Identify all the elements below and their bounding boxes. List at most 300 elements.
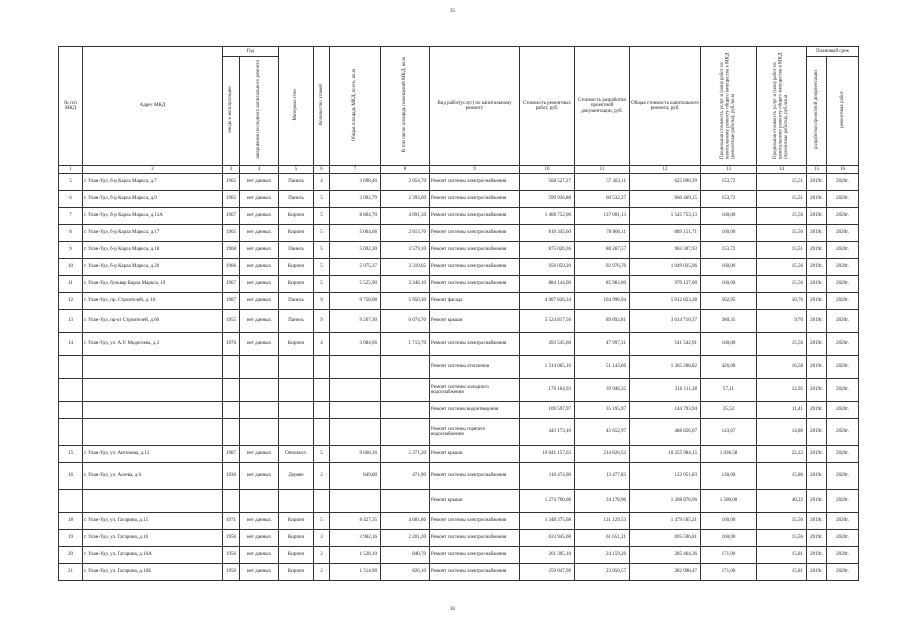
limit-repair-cell: 57,11: [701, 379, 757, 402]
row-number: 11: [59, 276, 83, 293]
floors-cell: 2: [314, 463, 330, 490]
header-cost-total: Общая стоимость капитального ремонта, руб.: [630, 47, 701, 166]
floors-cell: 4: [314, 333, 330, 356]
column-index-cell: 5: [279, 166, 314, 174]
year-repair-cell: нет данных: [240, 310, 279, 333]
cost-repair-cell: 810 345,60: [520, 225, 575, 242]
area-residential-cell: 4 681,86: [381, 513, 430, 530]
area-residential-cell: 3 319,65: [381, 259, 430, 276]
column-index-cell: 7: [330, 166, 381, 174]
header-floors: Количество этажей: [318, 84, 324, 126]
plan-design-cell: 2019г.: [807, 419, 827, 446]
cost-design-cell: 39 946,35: [575, 379, 630, 402]
year-repair-cell: нет данных: [240, 463, 279, 490]
cost-design-cell: 24 159,26: [575, 547, 630, 564]
work-type-cell: Ремонт системы водоотведения: [430, 402, 520, 419]
cost-total-cell: 123 951,83: [630, 463, 701, 490]
address-cell: г. Улан-Удэ, б-р Карла Маркса, д.13А: [83, 208, 223, 225]
cost-repair-cell: 109 597,97: [520, 402, 575, 419]
limit-repair-cell: 171,00: [701, 547, 757, 564]
cost-design-cell: 85 983,00: [575, 276, 630, 293]
row-number: 16: [59, 463, 83, 490]
year-repair-cell: нет данных: [240, 333, 279, 356]
header-year-last-repair: завершения последнего капитального ремонта: [256, 60, 262, 160]
table-row: [59, 490, 859, 513]
floors-cell: 2: [314, 564, 330, 581]
year-repair-cell: нет данных: [240, 208, 279, 225]
area-total-cell: 8 804,70: [330, 208, 381, 225]
limit-repair-cell: 160,00: [701, 225, 757, 242]
table-row: [59, 530, 859, 547]
column-index-cell: 11: [575, 166, 630, 174]
row-number: 19: [59, 530, 83, 547]
column-index-cell: 1: [59, 166, 83, 174]
column-index-cell: 3: [223, 166, 240, 174]
wall-material-cell: Панель: [279, 310, 314, 333]
floors-cell: [314, 402, 330, 419]
column-index-cell: 13: [701, 166, 757, 174]
area-total-cell: 5 975,37: [330, 259, 381, 276]
year-repair-cell: нет данных: [240, 530, 279, 547]
header-area-total: Общая площадь МКД, всего, кв.м: [352, 68, 358, 141]
plan-repair-cell: 2020г.: [827, 490, 859, 513]
floors-cell: 5: [314, 446, 330, 463]
area-total-cell: [330, 356, 381, 379]
year-repair-cell: нет данных: [240, 191, 279, 208]
cost-total-cell: 282 998,47: [630, 564, 701, 581]
limit-design-cell: 15,56: [757, 513, 807, 530]
cost-total-cell: 216 111,28: [630, 379, 701, 402]
limit-repair-cell: 160,00: [701, 513, 757, 530]
work-type-cell: Ремонт системы электроснабжения: [430, 547, 520, 564]
area-residential-cell: 2 054,70: [381, 174, 430, 191]
area-total-cell: 1 528,10: [330, 547, 381, 564]
plan-design-cell: 2019г.: [807, 310, 827, 333]
repair-plan-table: [58, 46, 859, 581]
plan-repair-cell: 2020г.: [827, 225, 859, 242]
table-row: [59, 310, 859, 333]
floors-cell: [314, 356, 330, 379]
work-type-cell: Ремонт крыши: [430, 490, 520, 513]
year-repair-cell: нет данных: [240, 547, 279, 564]
limit-design-cell: 15,51: [757, 174, 807, 191]
row-number: [59, 379, 83, 402]
row-number: 14: [59, 333, 83, 356]
header-year-group: Год: [223, 47, 279, 57]
column-index-cell: 14: [757, 166, 807, 174]
year-repair-cell: нет данных: [240, 242, 279, 259]
plan-design-cell: 2019г.: [807, 276, 827, 293]
area-residential-cell: 2 393,60: [381, 191, 430, 208]
row-number: 9: [59, 242, 83, 259]
year-commission-cell: 1968: [223, 242, 240, 259]
limit-design-cell: 10,76: [757, 293, 807, 310]
limit-design-cell: 15,81: [757, 547, 807, 564]
address-cell: г. Улан-Удэ, пр-кт Строителей, д.66: [83, 310, 223, 333]
row-number: 20: [59, 547, 83, 564]
floors-cell: 5: [314, 191, 330, 208]
address-cell: г. Улан-Удэ, ул. Асеева, д.6: [83, 463, 223, 490]
plan-design-cell: 2019г.: [807, 513, 827, 530]
plan-repair-cell: 2020г.: [827, 513, 859, 530]
table-row: [59, 564, 859, 581]
area-total-cell: [330, 379, 381, 402]
area-total-cell: 3 962,16: [330, 530, 381, 547]
cost-repair-cell: 1 274 700,00: [520, 490, 575, 513]
area-residential-cell: 826,10: [381, 564, 430, 581]
limit-repair-cell: 1 500,00: [701, 490, 757, 513]
cost-design-cell: 13 477,83: [575, 463, 630, 490]
area-residential-cell: 5 371,20: [381, 446, 430, 463]
wall-material-cell: Кирпич: [279, 259, 314, 276]
plan-repair-cell: 2020г.: [827, 419, 859, 446]
wall-material-cell: [279, 379, 314, 402]
column-index-cell: 6: [314, 166, 330, 174]
area-total-cell: 9 758,08: [330, 293, 381, 310]
year-commission-cell: 1987: [223, 293, 240, 310]
wall-material-cell: [279, 490, 314, 513]
column-index-row: [59, 166, 859, 174]
table-row: [59, 463, 859, 490]
area-residential-cell: 3 348,10: [381, 276, 430, 293]
plan-design-cell: 2019г.: [807, 242, 827, 259]
limit-repair-cell: 153,72: [701, 242, 757, 259]
cost-design-cell: 60 532,27: [575, 191, 630, 208]
year-repair-cell: нет данных: [240, 225, 279, 242]
table-row: [59, 513, 859, 530]
header-plan-repair: ремонтных работ: [839, 91, 845, 129]
wall-material-cell: [279, 402, 314, 419]
area-total-cell: 9 668,16: [330, 446, 381, 463]
year-repair-cell: нет данных: [240, 174, 279, 191]
cost-design-cell: 214 826,52: [575, 446, 630, 463]
year-repair-cell: [240, 490, 279, 513]
plan-repair-cell: 2020г.: [827, 242, 859, 259]
wall-material-cell: Кирпич: [279, 276, 314, 293]
row-number: 12: [59, 293, 83, 310]
cost-repair-cell: 599 936,88: [520, 191, 575, 208]
cost-repair-cell: 261 305,10: [520, 547, 575, 564]
area-residential-cell: [381, 356, 430, 379]
year-commission-cell: 1971: [223, 513, 240, 530]
cost-design-cell: 34 178,96: [575, 490, 630, 513]
limit-design-cell: 15,56: [757, 225, 807, 242]
cost-repair-cell: 633 945,60: [520, 530, 575, 547]
limit-repair-cell: 160,00: [701, 259, 757, 276]
work-type-cell: Ремонт системы электроснабжения: [430, 242, 520, 259]
year-repair-cell: нет данных: [240, 513, 279, 530]
address-cell: г. Улан-Удэ, ул. Гагарина, д.16Б: [83, 564, 223, 581]
area-residential-cell: [381, 402, 430, 419]
address-cell: [83, 379, 223, 402]
cost-total-cell: 625 890,39: [630, 174, 701, 191]
page-number-top: 35: [450, 9, 455, 14]
year-repair-cell: нет данных: [240, 293, 279, 310]
cost-total-cell: 285 464,36: [630, 547, 701, 564]
year-repair-cell: [240, 356, 279, 379]
column-index-cell: 15: [807, 166, 827, 174]
year-commission-cell: [223, 379, 240, 402]
row-number: 6: [59, 191, 83, 208]
cost-design-cell: 131 129,53: [575, 513, 630, 530]
year-commission-cell: 1987: [223, 446, 240, 463]
floors-cell: 3: [314, 530, 330, 547]
work-type-cell: Ремонт системы электроснабжения: [430, 259, 520, 276]
address-cell: [83, 402, 223, 419]
limit-design-cell: 12,95: [757, 379, 807, 402]
limit-repair-cell: 171,00: [701, 564, 757, 581]
row-number: 21: [59, 564, 83, 581]
header-limit-repair: Предельная стоимость услуг и (или) работ по капитальному ремонту общего имущества в МКД (ремонтные работы), руб./кв.м: [720, 52, 737, 159]
plan-design-cell: 2019г.: [807, 490, 827, 513]
year-commission-cell: 1930: [223, 463, 240, 490]
cost-design-cell: 23 950,57: [575, 564, 630, 581]
wall-material-cell: Кирпич: [279, 208, 314, 225]
cost-design-cell: 51 143,66: [575, 356, 630, 379]
cost-design-cell: 57 363,11: [575, 174, 630, 191]
cost-design-cell: 104 996,94: [575, 293, 630, 310]
floors-cell: 5: [314, 259, 330, 276]
table-row: [59, 333, 859, 356]
header-limit-design: Предельная стоимость услуг и (или) работ по капитальному ремонту общего имущества в МКД (проектные работы), руб./кв.м: [773, 52, 790, 159]
area-residential-cell: 4 891,50: [381, 208, 430, 225]
plan-repair-cell: 2020г.: [827, 356, 859, 379]
area-residential-cell: 2 813,70: [381, 225, 430, 242]
year-commission-cell: [223, 419, 240, 446]
table-row: [59, 446, 859, 463]
address-cell: [83, 419, 223, 446]
cost-total-cell: 541 542,91: [630, 333, 701, 356]
plan-design-cell: 2019г.: [807, 225, 827, 242]
wall-material-cell: Опилкист.: [279, 446, 314, 463]
limit-design-cell: 9,70: [757, 310, 807, 333]
address-cell: [83, 490, 223, 513]
column-index-cell: 8: [381, 166, 430, 174]
work-type-cell: Ремонт системы электроснабжения: [430, 463, 520, 490]
limit-design-cell: 15,56: [757, 208, 807, 225]
cost-repair-cell: 1 408 752,00: [520, 208, 575, 225]
area-total-cell: 3 698,46: [330, 174, 381, 191]
limit-design-cell: 15,51: [757, 191, 807, 208]
cost-total-cell: 1 049 035,96: [630, 259, 701, 276]
row-number: [59, 419, 83, 446]
year-commission-cell: 1967: [223, 276, 240, 293]
area-residential-cell: [381, 490, 430, 513]
address-cell: [83, 356, 223, 379]
limit-repair-cell: 380,35: [701, 310, 757, 333]
table-row: [59, 419, 859, 446]
plan-design-cell: 2019г.: [807, 564, 827, 581]
cost-total-cell: 889 151,71: [630, 225, 701, 242]
cost-repair-cell: 1 314 065,16: [520, 356, 575, 379]
floors-cell: 4: [314, 174, 330, 191]
area-total-cell: 3 084,66: [330, 333, 381, 356]
cost-repair-cell: 875 020,36: [520, 242, 575, 259]
cost-repair-cell: 443 173,10: [520, 419, 575, 446]
header-plan-design: разработки проектной документации: [813, 70, 819, 150]
header-area-residential: В том числе площадь помещений МКД, кв.м: [402, 57, 408, 153]
cost-repair-cell: 568 527,27: [520, 174, 575, 191]
limit-repair-cell: 160,00: [701, 530, 757, 547]
column-index-cell: 16: [827, 166, 859, 174]
address-cell: г. Улан-Удэ, ул. Гагарина, д.15: [83, 513, 223, 530]
floors-cell: 5: [314, 276, 330, 293]
address-cell: г. Улан-Удэ, ул. А.У. Модогоева, д.3: [83, 333, 223, 356]
plan-repair-cell: 2020г.: [827, 530, 859, 547]
work-type-cell: Ремонт системы электроснабжения: [430, 208, 520, 225]
limit-repair-cell: 153,72: [701, 191, 757, 208]
limit-repair-cell: 160,00: [701, 333, 757, 356]
area-total-cell: 8 427,35: [330, 513, 381, 530]
row-number: 18: [59, 513, 83, 530]
work-type-cell: Ремонт системы электроснабжения: [430, 225, 520, 242]
table-row: [59, 208, 859, 225]
work-type-cell: Ремонт системы отопления: [430, 356, 520, 379]
cost-total-cell: 488 826,07: [630, 419, 701, 446]
plan-repair-cell: 2020г.: [827, 293, 859, 310]
limit-design-cell: 22,22: [757, 446, 807, 463]
column-index-cell: 9: [430, 166, 520, 174]
plan-design-cell: 2019г.: [807, 379, 827, 402]
plan-design-cell: 2019г.: [807, 547, 827, 564]
floors-cell: 5: [314, 242, 330, 259]
plan-design-cell: 2019г.: [807, 463, 827, 490]
wall-material-cell: Кирпич: [279, 333, 314, 356]
plan-design-cell: 2019г.: [807, 208, 827, 225]
cost-repair-cell: 1 348 375,68: [520, 513, 575, 530]
table-row: [59, 225, 859, 242]
year-repair-cell: нет данных: [240, 564, 279, 581]
area-total-cell: 5 525,90: [330, 276, 381, 293]
floors-cell: 5: [314, 208, 330, 225]
cost-design-cell: 47 997,31: [575, 333, 630, 356]
cost-design-cell: 45 652,97: [575, 419, 630, 446]
year-commission-cell: 1965: [223, 191, 240, 208]
table-header: [59, 47, 859, 174]
plan-design-cell: 2019г.: [807, 530, 827, 547]
work-type-cell: Ремонт фасада: [430, 293, 520, 310]
year-commission-cell: 1966: [223, 259, 240, 276]
limit-repair-cell: 153,72: [701, 174, 757, 191]
row-number: 5: [59, 174, 83, 191]
floors-cell: 9: [314, 310, 330, 333]
cost-total-cell: 144 793,94: [630, 402, 701, 419]
cost-design-cell: 137 001,13: [575, 208, 630, 225]
area-residential-cell: 3 579,10: [381, 242, 430, 259]
cost-design-cell: 35 195,97: [575, 402, 630, 419]
table-row: [59, 174, 859, 191]
cost-total-cell: 1 308 878,96: [630, 490, 701, 513]
address-cell: г. Улан-Удэ, бульвар Карла Маркса, 19: [83, 276, 223, 293]
work-type-cell: Ремонт крыши: [430, 446, 520, 463]
year-repair-cell: нет данных: [240, 446, 279, 463]
cost-repair-cell: 259 047,90: [520, 564, 575, 581]
cost-design-cell: 61 651,21: [575, 530, 630, 547]
year-commission-cell: 1965: [223, 174, 240, 191]
area-total-cell: [330, 402, 381, 419]
limit-design-cell: 40,22: [757, 490, 807, 513]
cost-design-cell: 92 976,76: [575, 259, 630, 276]
area-residential-cell: 840,70: [381, 547, 430, 564]
work-type-cell: Ремонт системы электроснабжения: [430, 564, 520, 581]
limit-repair-cell: 130,00: [701, 463, 757, 490]
year-repair-cell: [240, 379, 279, 402]
cost-design-cell: 88 287,57: [575, 242, 630, 259]
row-number: 8: [59, 225, 83, 242]
table-row: [59, 293, 859, 310]
wall-material-cell: [279, 356, 314, 379]
cost-total-cell: 963 307,93: [630, 242, 701, 259]
area-total-cell: [330, 490, 381, 513]
plan-design-cell: 2019г.: [807, 174, 827, 191]
cost-repair-cell: 110 474,00: [520, 463, 575, 490]
year-commission-cell: [223, 402, 240, 419]
floors-cell: 9: [314, 293, 330, 310]
cost-design-cell: 78 806,11: [575, 225, 630, 242]
work-type-cell: Ремонт системы электроснабжения: [430, 530, 520, 547]
limit-repair-cell: 1 038,58: [701, 446, 757, 463]
work-type-cell: Ремонт крыши: [430, 310, 520, 333]
header-address: Адрес МКД: [83, 47, 223, 166]
row-number: [59, 490, 83, 513]
area-residential-cell: 1 713,70: [381, 333, 430, 356]
wall-material-cell: Панель: [279, 191, 314, 208]
year-repair-cell: нет данных: [240, 276, 279, 293]
wall-material-cell: Кирпич: [279, 225, 314, 242]
limit-design-cell: 11,41: [757, 402, 807, 419]
table-row: [59, 259, 859, 276]
area-total-cell: 3 902,79: [330, 191, 381, 208]
header-year-commission: ввода в эксплуатацию: [228, 86, 234, 134]
year-commission-cell: 1967: [223, 208, 240, 225]
limit-repair-cell: 35,53: [701, 402, 757, 419]
header-cost-repair: Стоимость ремонтных работ, руб.: [520, 47, 575, 166]
row-number: [59, 356, 83, 379]
floors-cell: [314, 419, 330, 446]
year-commission-cell: [223, 490, 240, 513]
plan-design-cell: 2019г.: [807, 446, 827, 463]
year-repair-cell: [240, 419, 279, 446]
plan-repair-cell: 2020г.: [827, 463, 859, 490]
floors-cell: [314, 379, 330, 402]
address-cell: г. Улан-Удэ, ул. Гагарина, д.16А: [83, 547, 223, 564]
cost-total-cell: 10 255 984,15: [630, 446, 701, 463]
cost-total-cell: 970 127,00: [630, 276, 701, 293]
plan-repair-cell: 2020г.: [827, 174, 859, 191]
header-cost-design: Стоимость разработки проектной документации, руб.: [575, 47, 630, 166]
row-number: [59, 402, 83, 419]
limit-design-cell: 15,56: [757, 259, 807, 276]
cost-total-cell: 1 545 753,13: [630, 208, 701, 225]
work-type-cell: Ремонт системы холодного водоснабжения: [430, 379, 520, 402]
address-cell: г. Улан-Удэ, б-р Карла Маркса, д.20: [83, 259, 223, 276]
cost-total-cell: 1 479 505,21: [630, 513, 701, 530]
limit-design-cell: 15,81: [757, 564, 807, 581]
year-repair-cell: нет данных: [240, 259, 279, 276]
column-index-cell: 2: [83, 166, 223, 174]
work-type-cell: Ремонт системы электроснабжения: [430, 513, 520, 530]
area-total-cell: 5 692,30: [330, 242, 381, 259]
area-total-cell: [330, 419, 381, 446]
row-number: 13: [59, 310, 83, 333]
row-number: 15: [59, 446, 83, 463]
address-cell: г. Улан-Удэ, б-р Карла Маркса, д.18: [83, 242, 223, 259]
table-row: [59, 356, 859, 379]
cost-repair-cell: 884 144,00: [520, 276, 575, 293]
area-residential-cell: 2 201,20: [381, 530, 430, 547]
cost-total-cell: 660 469,15: [630, 191, 701, 208]
year-commission-cell: 1956: [223, 547, 240, 564]
